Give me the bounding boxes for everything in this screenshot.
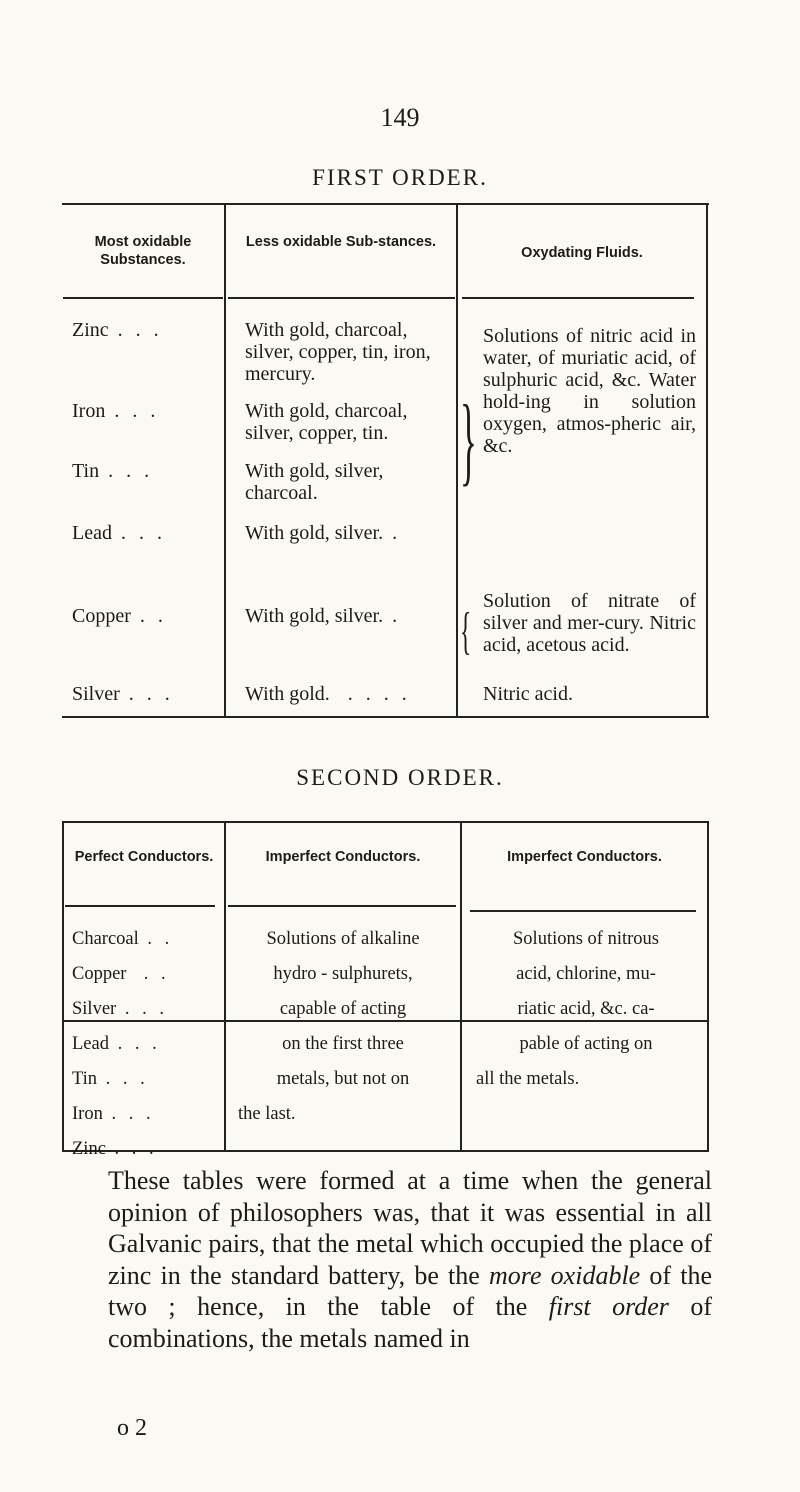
metal-cell: Copper . . <box>72 605 167 627</box>
perfect-conductors-column <box>72 922 222 1167</box>
header-less-oxidable: Less oxidable Sub-stances. <box>245 234 437 250</box>
header-rule <box>65 905 215 907</box>
page-number: 149 <box>380 103 420 132</box>
metal-cell: Silver . . . <box>72 683 174 705</box>
header-rule <box>63 297 223 299</box>
metal-cell: Zinc . . . <box>72 319 163 341</box>
header-rule <box>228 905 456 907</box>
table-left-rule <box>62 823 64 1150</box>
list-item: all the metals. <box>476 1069 580 1089</box>
table-right-rule <box>707 823 709 1150</box>
header-perfect-conductors: Perfect Conductors. <box>74 849 214 865</box>
less-oxidable-cell: With gold, charcoal, silver, copper, tin. <box>245 400 408 444</box>
header-rule <box>228 297 455 299</box>
header-imperfect-conductors: Imperfect Conductors. <box>265 849 421 865</box>
header-rule <box>462 297 694 299</box>
table-top-rule <box>62 821 709 823</box>
column-divider <box>460 823 462 1150</box>
list-item: Iron . . . <box>72 1104 155 1124</box>
list-item: Tin . . . <box>72 1069 149 1089</box>
less-oxidable-cell: With gold, silver. . <box>245 605 402 627</box>
less-oxidable-cell: With gold, silver. . <box>245 522 402 544</box>
metal-cell: Iron . . . <box>72 400 160 422</box>
brace: { <box>460 603 472 660</box>
list-item: Charcoal . . <box>72 929 174 949</box>
list-item: Solutions of nitrous <box>513 929 659 949</box>
list-item: Silver . . . <box>72 999 168 1019</box>
list-item: acid, chlorine, mu- <box>516 964 656 984</box>
header-rule <box>470 910 696 912</box>
body-paragraph: These tables were formed at a time when the general opinion of philosophers was, that it was essential in all Galvanic pairs, that the metal which occupied the place of zinc in the standard battery, be the more oxidable of the two ; hence, in the table of the first order of combinations, the metals named in <box>108 1166 713 1353</box>
list-item: Lead . . . <box>72 1034 161 1054</box>
metal-cell: Lead . . . <box>72 522 166 544</box>
list-item: pable of acting on <box>519 1034 653 1054</box>
table-bottom-rule <box>62 716 709 718</box>
table-top-rule <box>62 203 709 205</box>
first-order-heading: FIRST ORDER. <box>312 165 488 190</box>
less-oxidable-cell: With gold. . . . . <box>245 683 411 705</box>
imperfect-conductors-column <box>230 922 456 1132</box>
list-item: hydro - sulphurets, <box>273 964 413 984</box>
less-oxidable-cell: With gold, charcoal, silver, copper, tin, iron, mercury. <box>245 319 431 385</box>
list-item: capable of acting <box>279 999 407 1019</box>
list-item: Solutions of alkaline <box>266 929 420 949</box>
imperfect-conductors-column <box>466 922 706 1097</box>
list-item: riatic acid, &c. ca- <box>517 999 655 1019</box>
column-divider <box>224 203 226 716</box>
fluids-cell: Nitric acid. <box>483 683 573 705</box>
fluids-cell: Solution of nitrate of silver and mer-cury. Nitric acid, acetous acid. <box>483 590 696 656</box>
less-oxidable-cell: With gold, silver, charcoal. <box>245 460 384 504</box>
column-divider <box>224 823 226 1150</box>
list-item: Copper . . <box>72 964 170 984</box>
fluids-cell: Solutions of nitric acid in water, of muriatic acid, of sulphuric acid, &c. Water hold-ing in solution oxygen, atmos-pheric air, &c. <box>483 325 696 457</box>
column-divider <box>456 203 458 716</box>
list-item: on the first three <box>282 1034 404 1054</box>
header-most-oxidable: Most oxidable Substances. <box>94 234 192 268</box>
table-right-rule <box>706 203 708 716</box>
list-item: the last. <box>238 1104 296 1124</box>
metal-cell: Tin . . . <box>72 460 154 482</box>
second-order-heading: SECOND ORDER. <box>296 765 504 790</box>
list-item: Zinc . . . <box>72 1139 158 1159</box>
emphasis: first order <box>548 1292 669 1321</box>
emphasis: more oxidable <box>489 1260 641 1290</box>
header-imperfect-conductors: Imperfect Conductors. <box>507 849 662 865</box>
brace: } <box>460 384 477 495</box>
header-oxydating-fluids: Oxydating Fluids. <box>521 245 643 261</box>
signature-mark: o 2 <box>117 1415 147 1441</box>
list-item: metals, but not on <box>276 1069 410 1089</box>
